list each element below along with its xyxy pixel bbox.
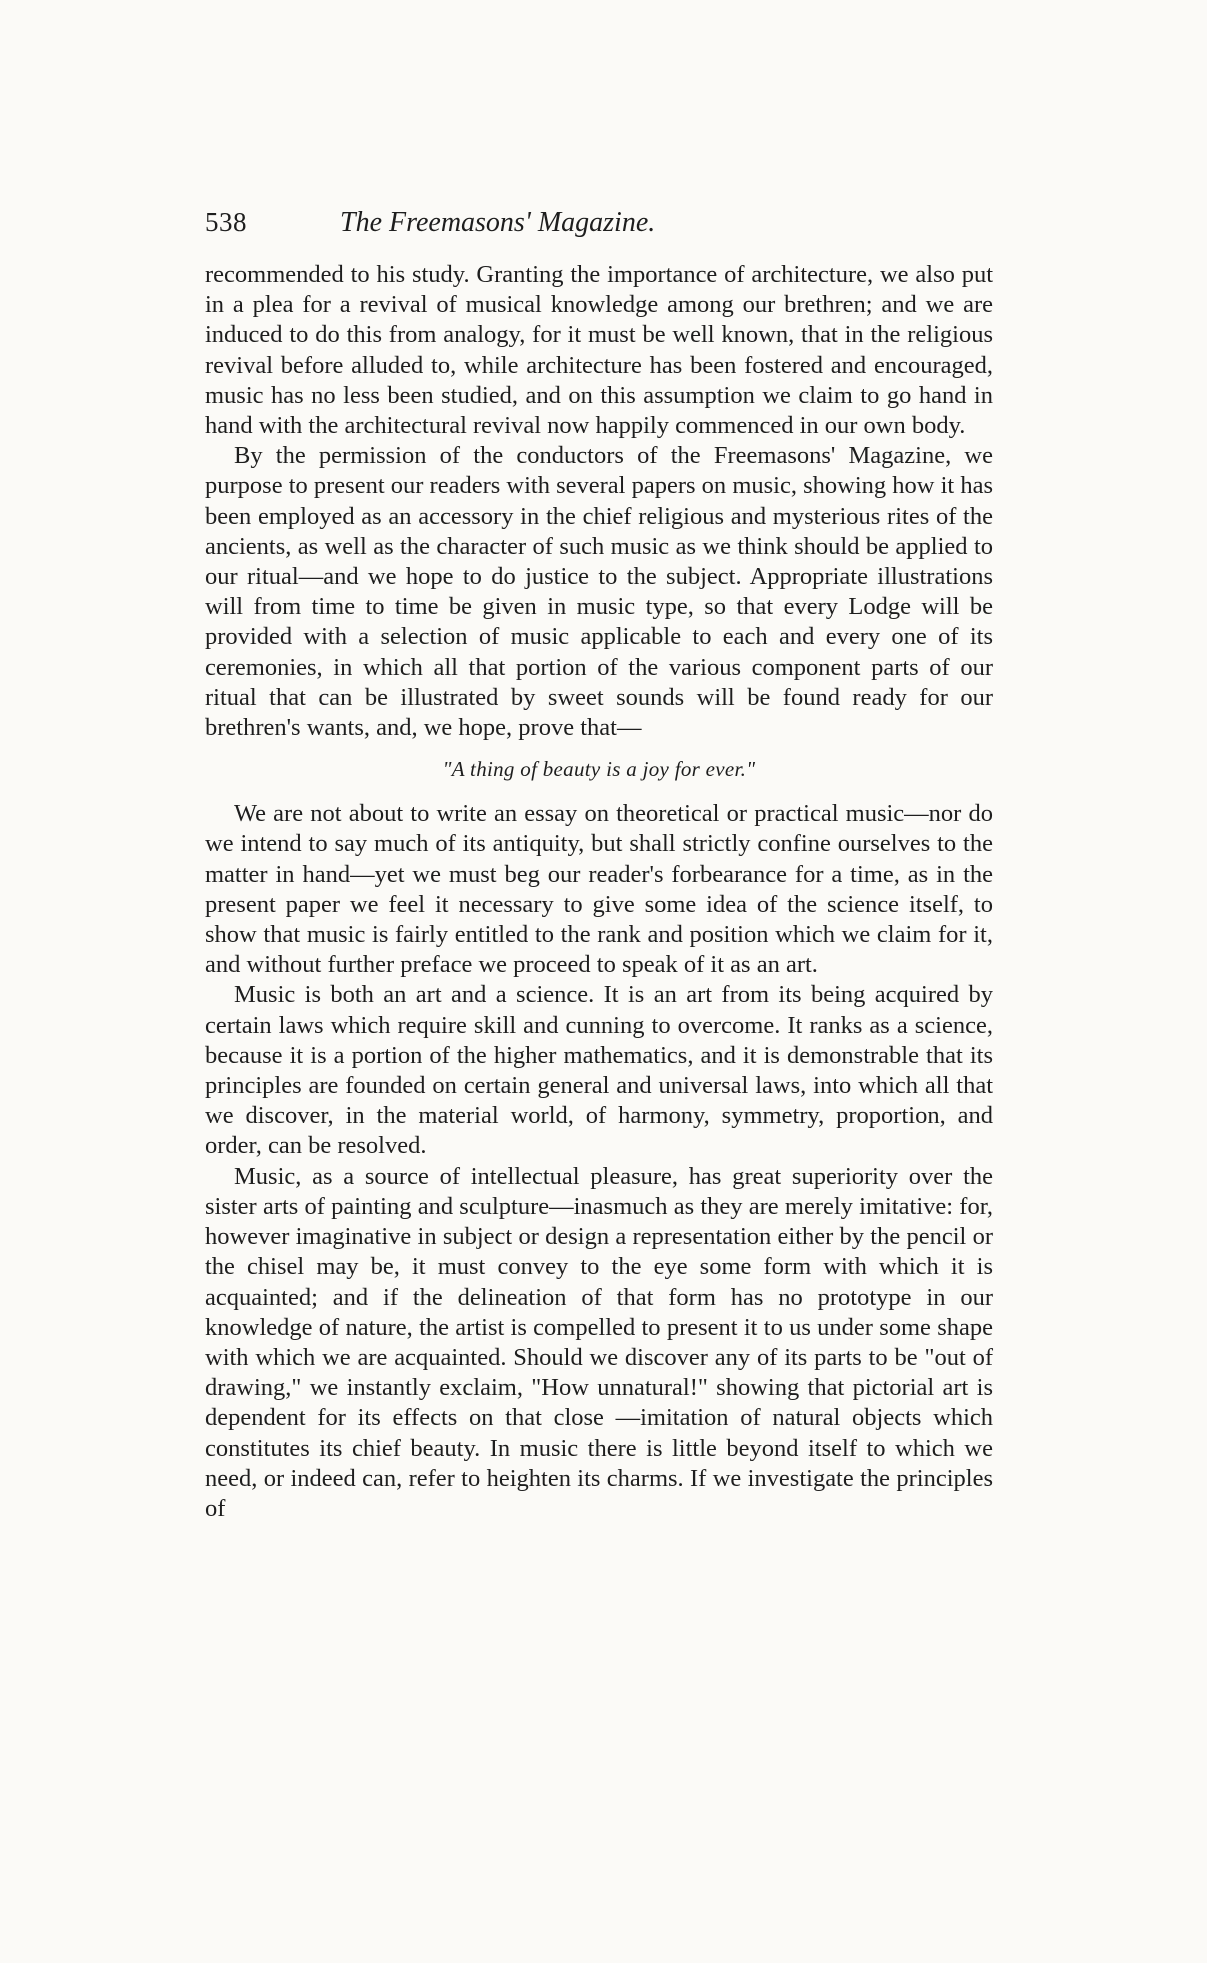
paragraph-3: We are not about to write an essay on theoretical or practical music—nor do we intend to say much of its antiquity, but shall strictly confine ourselves to the matter in hand—yet we must beg our reader's forbearance for a time, as in the present paper we feel it necessary to give some idea of the science itself, to show that music is fairly entitled to the rank and position which we claim for it, and without further preface we proceed to speak of it as an art. — [205, 800, 993, 979]
running-title: The Freemasons' Magazine. — [340, 207, 656, 238]
paragraph-5: Music, as a source of intellectual pleasure, has great superiority over the sister arts of painting and sculpture—inasmuch as they are merely imitative: for, however imaginative in subject or design a representation either by the pencil or the chisel may be, it must convey to the eye some form with which it is acquainted; and if the delineation of that form has no prototype in our knowledge of nature, the artist is compelled to present it to us under some shape with which we are acquainted. Should we discover any of its parts to be "out of drawing," we instantly exclaim, "How unnatural!" showing that pictorial art is dependent for its effects on that close —imitation of natural objects which constitutes its chief beauty. In music there is little beyond itself to which we need, or indeed can, refer to heighten its charms. If we investigate the principles of — [205, 1162, 993, 1522]
quotation: "A thing of beauty is a joy for ever." — [442, 757, 756, 782]
page-header — [205, 207, 995, 247]
text-column — [205, 260, 993, 1524]
paragraph-1: recommended to his study. Granting the importance of architecture, we also put in a plea for a revival of musical knowledge among our brethren; and we are induced to do this from analogy, for it must be well known, that in the religious revival before alluded to, while architecture has been fostered and encouraged, music has no less been studied, and on this assumption we claim to go hand in hand with the architectural revival now happily commenced in our own body. — [205, 261, 993, 440]
paragraph-4: Music is both an art and a science. It is an art from its being acquired by certain laws which require skill and cunning to overcome. It ranks as a science, because it is a portion of the higher mathematics, and it is demonstrable that its principles are founded on certain general and universal laws, into which all that we discover, in the material world, of harmony, symmetry, proportion, and order, can be resolved. — [205, 981, 993, 1160]
paragraph-2: By the permission of the conductors of the Freemasons' Magazine, we purpose to present our readers with several papers on music, showing how it has been employed as an accessory in the chief religious and mysterious rites of the ancients, as well as the character of such music as we think should be applied to our ritual—and we hope to do justice to the subject. Appropriate illustrations will from time to time be given in music type, so that every Lodge will be provided with a selection of music applicable to each and every one of its ceremonies, in which all that portion of the various component parts of our ritual that can be illustrated by sweet sounds will be found ready for our brethren's wants, and, we hope, prove that— — [205, 442, 993, 742]
page-number: 538 — [205, 207, 247, 237]
